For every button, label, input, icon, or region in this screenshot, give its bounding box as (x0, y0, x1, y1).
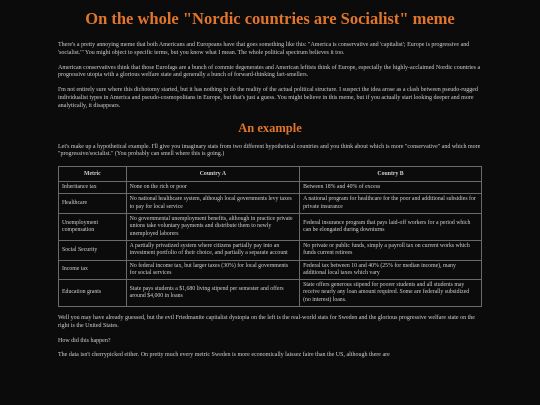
example-intro: Let's make up a hypothetical example. I'll give you imaginary stats from two different hypothetical countries and you think about which is more "conservative" and which more "progressive/socialist." (You probably can smell where this is going.) (58, 143, 481, 158)
outro-paragraph-3: The data isn't cherrypicked either. On pretty much every metric Sweden is more economically laissez faire than the US, although there are (58, 352, 390, 359)
outro-paragraph-2: How did this happen? (58, 337, 111, 344)
table-header-row (59, 167, 482, 182)
country-b-cell: Between 18% and 40% of excess (300, 182, 482, 194)
example-heading: An example (238, 120, 302, 135)
table-row (59, 214, 482, 241)
country-a-cell: None on the rich or poor (126, 182, 299, 194)
comparison-table (58, 166, 482, 307)
metric-cell: Social Security (59, 240, 127, 260)
header-country-a: Country A (126, 167, 299, 182)
metric-cell: Income tax (59, 260, 127, 280)
country-a-cell: No national healthcare system, although local governments levy taxes to pay for local service (126, 194, 299, 214)
country-a-cell: State pays students a $1,680 living stipend per semester and offers around $4,000 in loans (126, 280, 299, 307)
country-b-cell: State offers generous stipend for poorer students and all students may receive nearly any loan amount required. Some are federally subsidized (no interest) loans. (300, 280, 482, 307)
intro-paragraph-1: There's a pretty annoying meme that both Americans and Europeans have that goes something like this: "America is conservative and 'capitalist'; Europe is progressive and 'socialist.'" You might object to specific terms, but you know what I mean. The whole political spectrum believes it too. (58, 42, 470, 56)
country-b-cell: A national program for healthcare for the poor and additional subsidies for private insurance (300, 194, 482, 214)
metric-cell: Education grants (59, 280, 127, 307)
outro-paragraph-1: Well you may have already guessed, but the evil Friedmanite capitalist dystopia on the left is the real-world stats for Sweden and the glorious progressive welfare state on the right is the United States. (58, 315, 475, 329)
intro-paragraph-3: I'm not entirely sure where this dichotomy started, but it has nothing to do the reality of the actual political structure. I suspect the idea arose as a clash between pseudo-rugged individualist types in America and pseudo-cosmopolitans in Europe, but that's just a guess. You might believe in this meme, but if you actually start looking deeper and more analytically, it disappears. (58, 87, 478, 109)
intro-paragraph-2: American conservatives think that those Eurofags are a bunch of commie degenerates and American leftists think of Europe, especially the highly-acclaimed Nordic countries a progressive utopia with a glorious welfare state and generally a bunch of forward-thinking fart-smellers. (58, 64, 481, 79)
metric-cell: Unemployment compensation (59, 214, 127, 241)
metric-cell: Healthcare (59, 194, 127, 214)
table-row (59, 280, 482, 307)
table-row (59, 194, 482, 214)
country-b-cell: No private or public funds, simply a payroll tax on current works which funds current retirees (300, 240, 482, 260)
header-country-b: Country B (300, 167, 482, 182)
page-title: On the whole "Nordic countries are Socialist" meme (85, 9, 455, 28)
table-row (59, 240, 482, 260)
country-b-cell: Federal insurance program that pays laid-off workers for a period which can be elongated during downturns (300, 214, 482, 241)
metric-cell: Inheritance tax (59, 182, 127, 194)
country-b-cell: Federal tax between 10 and 40% (25% for median income), many additional local taxes which vary (300, 260, 482, 280)
country-a-cell: No federal income tax, but larger taxes (30%) for local governments for social services (126, 260, 299, 280)
table-row (59, 182, 482, 194)
country-a-cell: No governmental unemployment benefits, although in practice private unions take voluntary payments and distribute them to newly unemployed laborers (126, 214, 299, 241)
header-metric: Metric (59, 167, 127, 182)
country-a-cell: A partially privatized system where citizens partially pay into an investment portfolio of their choice, and partially a separate account (126, 240, 299, 260)
table-row (59, 260, 482, 280)
